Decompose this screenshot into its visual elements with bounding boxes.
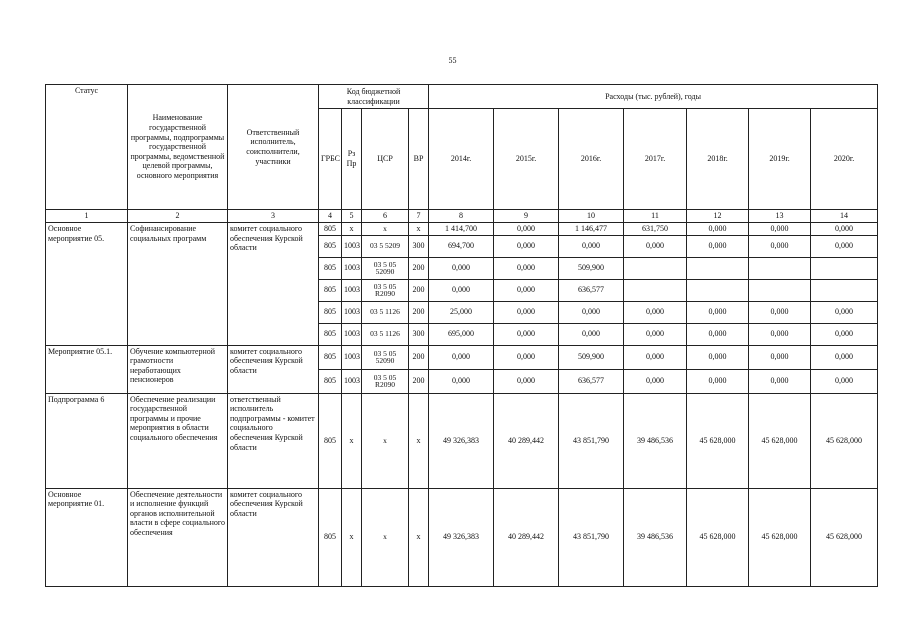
table-row — [46, 488, 878, 586]
grbs-cell: 805 — [319, 393, 342, 488]
column-number: 7 — [409, 210, 429, 223]
header-responsible: Ответственный исполнитель, соисполнители, участники — [228, 85, 319, 210]
expense-cell: 0,000 — [494, 279, 559, 301]
rz-cell: 1003 — [342, 323, 362, 345]
header-year: 2016г. — [559, 109, 624, 210]
expense-cell: 636,577 — [559, 279, 624, 301]
status-cell: Основное мероприятие 05. — [46, 223, 128, 346]
expense-cell: 43 851,790 — [559, 488, 624, 586]
expense-cell: 0,000 — [559, 301, 624, 323]
header-grbs: ГРБС — [319, 109, 342, 210]
vr-cell: 200 — [409, 345, 429, 369]
header-expenses: Расходы (тыс. рублей), годы — [429, 85, 878, 109]
expense-cell: 636,577 — [559, 369, 624, 393]
expense-cell: 0,000 — [559, 323, 624, 345]
expense-cell: 0,000 — [494, 369, 559, 393]
status-cell: Мероприятие 05.1. — [46, 345, 128, 393]
table-row — [46, 345, 878, 369]
status-cell: Основное мероприятие 01. — [46, 488, 128, 586]
expense-cell: 509,900 — [559, 345, 624, 369]
column-number: 4 — [319, 210, 342, 223]
vr-cell: x — [409, 488, 429, 586]
expense-cell: 0,000 — [811, 323, 878, 345]
expense-cell: 0,000 — [494, 235, 559, 257]
header-year: 2017г. — [624, 109, 687, 210]
expense-cell: 0,000 — [624, 301, 687, 323]
column-number: 3 — [228, 210, 319, 223]
expense-cell: 0,000 — [429, 369, 494, 393]
rz-cell: x — [342, 393, 362, 488]
header-budget-code: Код бюджетной классификации — [319, 85, 429, 109]
responsible-cell: комитет социального обеспечения Курской области — [228, 345, 319, 393]
expense-cell: 0,000 — [811, 345, 878, 369]
table-row — [46, 393, 878, 488]
expense-cell — [687, 257, 749, 279]
vr-cell: 200 — [409, 257, 429, 279]
expense-cell: 695,000 — [429, 323, 494, 345]
expense-cell: 509,900 — [559, 257, 624, 279]
expense-cell: 40 289,442 — [494, 393, 559, 488]
grbs-cell: 805 — [319, 323, 342, 345]
csr-cell: 03 5 05 R2090 — [362, 369, 409, 393]
expense-cell: 0,000 — [624, 235, 687, 257]
column-number: 1 — [46, 210, 128, 223]
expense-cell: 45 628,000 — [811, 393, 878, 488]
expense-cell — [811, 257, 878, 279]
column-number: 9 — [494, 210, 559, 223]
expense-cell: 0,000 — [494, 223, 559, 236]
expense-cell: 0,000 — [811, 301, 878, 323]
header-name: Наименование государственной программы, подпрограммы государственной программы, ведомственной целевой программы, основного мероприятия — [128, 85, 228, 210]
column-numbers-row — [46, 210, 878, 223]
csr-cell: x — [362, 223, 409, 236]
expense-cell: 45 628,000 — [749, 393, 811, 488]
csr-cell: x — [362, 393, 409, 488]
expense-cell: 49 326,383 — [429, 393, 494, 488]
header-year: 2020г. — [811, 109, 878, 210]
expense-cell: 631,750 — [624, 223, 687, 236]
expense-cell — [624, 279, 687, 301]
expense-cell: 0,000 — [624, 369, 687, 393]
grbs-cell: 805 — [319, 345, 342, 369]
expense-cell: 0,000 — [494, 257, 559, 279]
expense-cell: 0,000 — [687, 369, 749, 393]
expense-cell: 43 851,790 — [559, 393, 624, 488]
expense-cell: 0,000 — [749, 323, 811, 345]
expense-cell: 0,000 — [749, 345, 811, 369]
expense-cell: 0,000 — [494, 345, 559, 369]
expense-cell: 40 289,442 — [494, 488, 559, 586]
vr-cell: x — [409, 393, 429, 488]
expense-cell: 0,000 — [494, 301, 559, 323]
expense-cell: 0,000 — [687, 301, 749, 323]
expense-cell: 0,000 — [687, 223, 749, 236]
responsible-cell: комитет социального обеспечения Курской области — [228, 488, 319, 586]
grbs-cell: 805 — [319, 488, 342, 586]
name-cell: Обеспечение деятельности и исполнение функций органов исполнительной власти в сфере социального обеспечения — [128, 488, 228, 586]
csr-cell: 03 5 05 52090 — [362, 345, 409, 369]
expense-cell: 0,000 — [811, 235, 878, 257]
expense-cell: 0,000 — [749, 301, 811, 323]
expense-cell: 0,000 — [749, 235, 811, 257]
page-number: 55 — [448, 56, 457, 65]
rz-cell: x — [342, 488, 362, 586]
header-year: 2018г. — [687, 109, 749, 210]
table-row — [46, 223, 878, 236]
expense-cell: 45 628,000 — [811, 488, 878, 586]
expense-cell: 0,000 — [687, 323, 749, 345]
expense-cell: 0,000 — [624, 345, 687, 369]
vr-cell: 200 — [409, 369, 429, 393]
vr-cell: 200 — [409, 279, 429, 301]
column-number: 8 — [429, 210, 494, 223]
rz-cell: 1003 — [342, 369, 362, 393]
header-vr: ВР — [409, 109, 429, 210]
expense-cell: 0,000 — [429, 257, 494, 279]
csr-cell: 03 5 05 52090 — [362, 257, 409, 279]
expense-cell — [811, 279, 878, 301]
name-cell: Софинансирование социальных программ — [128, 223, 228, 346]
column-number: 12 — [687, 210, 749, 223]
grbs-cell: 805 — [319, 257, 342, 279]
expense-cell: 0,000 — [687, 235, 749, 257]
expense-cell: 45 628,000 — [749, 488, 811, 586]
csr-cell: 03 5 1126 — [362, 323, 409, 345]
csr-cell: x — [362, 488, 409, 586]
expense-cell — [624, 257, 687, 279]
column-number: 6 — [362, 210, 409, 223]
grbs-cell: 805 — [319, 279, 342, 301]
rz-cell: 1003 — [342, 301, 362, 323]
expense-cell: 0,000 — [429, 345, 494, 369]
expense-cell: 0,000 — [749, 223, 811, 236]
rz-cell: 1003 — [342, 235, 362, 257]
csr-cell: 03 5 5209 — [362, 235, 409, 257]
grbs-cell: 805 — [319, 369, 342, 393]
name-cell: Обучение компьютерной грамотности неработающих пенсионеров — [128, 345, 228, 393]
expense-cell: 0,000 — [687, 345, 749, 369]
vr-cell: 300 — [409, 235, 429, 257]
expense-cell: 49 326,383 — [429, 488, 494, 586]
expense-cell: 1 146,477 — [559, 223, 624, 236]
expense-cell — [687, 279, 749, 301]
vr-cell: x — [409, 223, 429, 236]
column-number: 14 — [811, 210, 878, 223]
header-status: Статус — [46, 85, 128, 210]
expense-cell: 0,000 — [429, 279, 494, 301]
expense-cell — [749, 257, 811, 279]
column-number: 2 — [128, 210, 228, 223]
responsible-cell: комитет социального обеспечения Курской области — [228, 223, 319, 346]
grbs-cell: 805 — [319, 223, 342, 236]
expense-cell: 45 628,000 — [687, 488, 749, 586]
rz-cell: 1003 — [342, 257, 362, 279]
column-number: 11 — [624, 210, 687, 223]
column-number: 5 — [342, 210, 362, 223]
expense-cell: 39 486,536 — [624, 393, 687, 488]
grbs-cell: 805 — [319, 235, 342, 257]
expense-cell: 39 486,536 — [624, 488, 687, 586]
header-rz: Рз Пр — [342, 109, 362, 210]
vr-cell: 200 — [409, 301, 429, 323]
vr-cell: 300 — [409, 323, 429, 345]
csr-cell: 03 5 05 R2090 — [362, 279, 409, 301]
header-year: 2014г. — [429, 109, 494, 210]
csr-cell: 03 5 1126 — [362, 301, 409, 323]
budget-table — [45, 84, 878, 587]
header-year: 2015г. — [494, 109, 559, 210]
expense-cell: 0,000 — [624, 323, 687, 345]
header-year: 2019г. — [749, 109, 811, 210]
table-body — [46, 210, 878, 587]
rz-cell: x — [342, 223, 362, 236]
expense-cell: 0,000 — [811, 223, 878, 236]
expense-cell — [749, 279, 811, 301]
expense-cell: 25,000 — [429, 301, 494, 323]
expense-cell: 0,000 — [749, 369, 811, 393]
expense-cell: 45 628,000 — [687, 393, 749, 488]
rz-cell: 1003 — [342, 345, 362, 369]
responsible-cell: ответственный исполнитель подпрограммы - комитет социального обеспечения Курской области — [228, 393, 319, 488]
column-number: 13 — [749, 210, 811, 223]
rz-cell: 1003 — [342, 279, 362, 301]
grbs-cell: 805 — [319, 301, 342, 323]
expense-cell: 0,000 — [811, 369, 878, 393]
status-cell: Подпрограмма 6 — [46, 393, 128, 488]
column-number: 10 — [559, 210, 624, 223]
expense-cell: 694,700 — [429, 235, 494, 257]
expense-cell: 0,000 — [494, 323, 559, 345]
name-cell: Обеспечение реализации государственной программы и прочие мероприятия в области социального обеспечения — [128, 393, 228, 488]
expense-cell: 0,000 — [559, 235, 624, 257]
header-csr: ЦСР — [362, 109, 409, 210]
expense-cell: 1 414,700 — [429, 223, 494, 236]
